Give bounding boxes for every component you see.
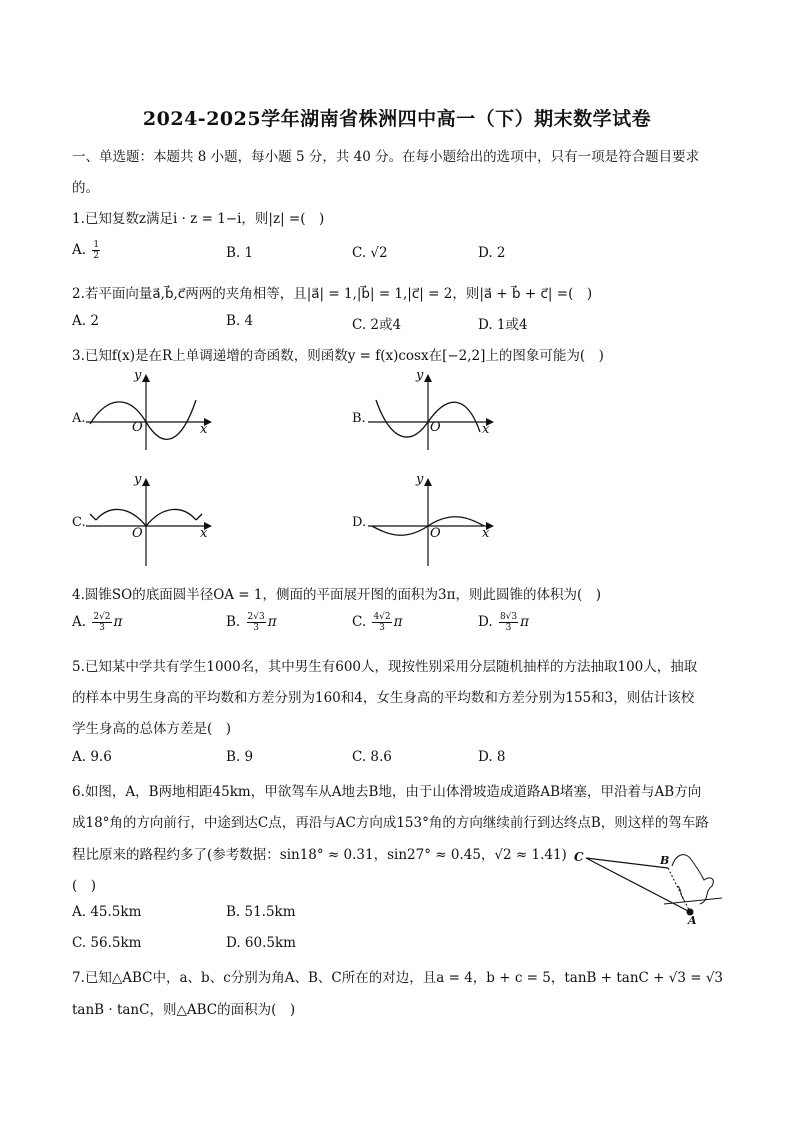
question-1-stem: 1.已知复数z满足i · z = 1−i，则|z| =( ) [72,211,325,227]
q3-graph-a-x-label: x [200,422,208,437]
q3-graph-d [368,474,498,570]
q1-option-b: B. 1 [226,245,254,261]
q4-a-denominator: 3 [99,623,105,633]
q2-option-c: C. 2或4 [352,317,402,333]
q3-graph-b-origin-label: O [430,420,441,435]
q6-point-b-label: B [660,854,670,867]
q1-a-numerator: 1 [93,240,100,250]
q5-option-d: D. 8 [478,749,506,765]
q3-graph-b-y-label: y [416,368,424,383]
q4-option-c-fraction [372,612,391,633]
q4-option-d-label: D. [478,614,493,630]
q1-option-a-label: A. [72,242,87,258]
q4-option-a-label: A. [72,614,87,630]
q4-option-c [352,612,403,633]
q6-option-a: A. 45.5km [72,904,142,920]
question-6-line-1: 6.如图，A，B两地相距45km，甲欲驾车从A地去B地，由于山体滑坡造成道路AB堵塞，甲沿着与AB方向 [72,784,702,800]
q4-d-numerator: 8√3 [499,612,518,622]
q4-b-numerator: 2√3 [247,612,265,622]
q6-option-d: D. 60.5km [226,935,296,951]
q2-option-d: D. 1或4 [478,317,528,333]
q4-option-b [226,612,277,633]
q4-c-denominator: 3 [379,623,385,633]
q4-d-denominator: 3 [505,623,512,633]
q5-option-a: A. 9.6 [72,749,112,765]
question-6-line-2: 成18°角的方向前行，中途到达C点，再沿与AC方向成153°角的方向继续前行到达终点B，则这样的驾车路 [72,815,709,831]
question-4-stem: 4.圆锥SO的底面圆半径OA = 1，侧面的平面展开图的面积为3π，则此圆锥的体积为( ) [72,587,601,603]
q6-triangle-figure [572,846,732,934]
q4-option-a-fraction [92,612,111,633]
q4-a-numerator: 2√2 [93,612,111,622]
section-heading: 一、单选题：本题共 8 小题，每小题 5 分，共 40 分。在每小题给出的选项中，只有一项是符合题目要求 [72,149,700,165]
q4-a-pi: π [113,614,123,630]
section-heading-cont: 的。 [72,180,99,196]
q3-graph-d-y-label: y [416,472,424,487]
q3-graph-a-label: A. [72,411,86,426]
q6-option-c: C. 56.5km [72,935,142,951]
q5-option-b: B. 9 [226,749,254,765]
q3-graph-a-origin-label: O [132,420,143,435]
q3-graph-d-origin-label: O [430,526,441,541]
q3-graph-b [368,370,498,454]
q4-c-numerator: 4√2 [373,612,391,622]
q4-option-d [478,612,529,633]
q3-graph-c-y-label: y [134,472,142,487]
q3-graph-c-label: C. [72,515,86,530]
q2-option-b: B. 4 [226,313,254,329]
q6-option-b: B. 51.5km [226,904,296,920]
q3-graph-c-origin-label: O [132,526,143,541]
question-5-line-2: 的样本中男生身高的平均数和方差分别为160和4，女生身高的平均数和方差分别为155和3，则估计该校 [72,690,695,706]
q1-option-a [72,240,102,261]
q2-option-a: A. 2 [72,313,99,329]
q3-graph-a-y-label: y [134,368,142,383]
question-6-line-3: 程比原来的路程约多了(参考数据：sin18° ≈ 0.31，sin27° ≈ 0.45，√2 ≈ 1.41) [72,847,567,863]
question-2-stem: 2.若平面向量a⃗,b⃗,c⃗两两的夹角相等，且|a⃗| = 1,|b⃗| = 1,|c⃗| = 2，则|a⃗ + b⃗ + c⃗| =( ) [72,286,593,302]
question-3-stem: 3.已知f(x)是在R上单调递增的奇函数，则函数y = f(x)cosx在[−2,2]上的图象可能为( ) [72,348,604,364]
q4-option-b-fraction [247,612,266,633]
question-7-line-2: tanB · tanC，则△ABC的面积为( ) [72,1002,296,1018]
question-6-line-4: ( ) [72,878,97,894]
q4-c-pi: π [393,614,403,630]
q6-point-a-label: A [688,914,697,927]
q3-graph-b-label: B. [352,411,366,426]
q3-graph-b-x-label: x [482,422,490,437]
q3-graph-c-x-label: x [200,526,208,541]
q4-b-denominator: 3 [253,623,259,633]
q3-graph-c [86,474,216,570]
q4-option-d-fraction [499,612,518,633]
q5-option-c: C. 8.6 [352,749,392,765]
q4-b-pi: π [267,614,277,630]
q1-a-denominator: 2 [93,251,100,261]
q6-point-c-label: C [574,850,584,864]
q4-option-a [72,612,122,633]
q4-option-c-label: C. [352,614,367,630]
q4-option-b-label: B. [226,614,241,630]
question-7-line-1: 7.已知△ABC中，a、b、c分别为角A、B、C所在的对边，且a = 4，b + c = 5，tanB + tanC + √3 = √3 [72,970,724,986]
q1-option-a-fraction [92,240,100,261]
q1-option-c: C. √2 [352,245,388,261]
question-5-line-3: 学生身高的总体方差是( ) [72,721,232,737]
q3-graph-a [86,370,216,454]
page-title: 2024-2025学年湖南省株洲四中高一（下）期末数学试卷 [142,108,652,130]
q3-graph-d-label: D. [352,515,367,530]
question-5-line-1: 5.已知某中学共有学生1000名，其中男生有600人，现按性别采用分层随机抽样的方法抽取100人，抽取 [72,659,698,675]
q3-graph-d-x-label: x [482,526,490,541]
q1-option-d: D. 2 [478,245,506,261]
q4-d-pi: π [520,614,529,630]
